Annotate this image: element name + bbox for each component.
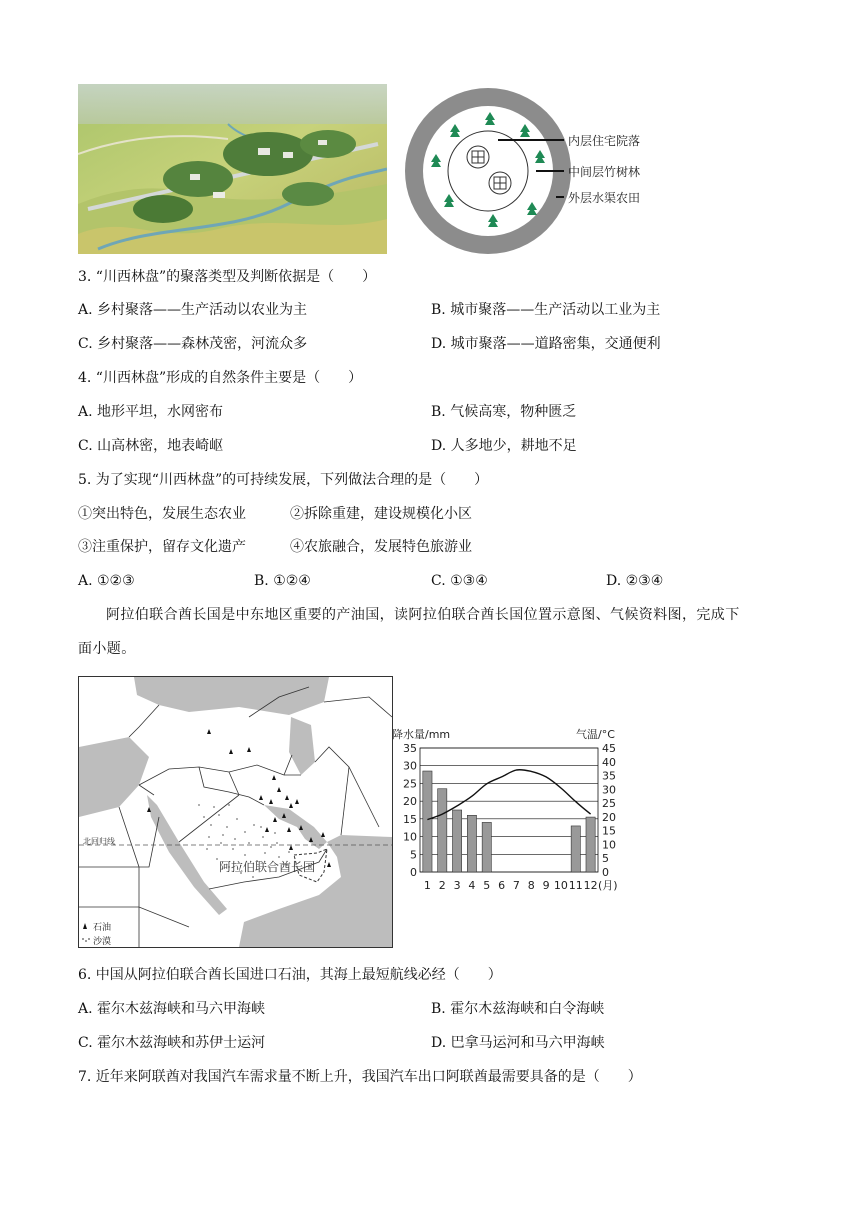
- q5-statement-4: ④农旅融合，发展特色旅游业: [290, 539, 472, 555]
- ring-diagram-art: [404, 84, 704, 259]
- red-sea: [147, 795, 227, 915]
- chart-x-unit: (月): [598, 879, 618, 892]
- precip-bar: [467, 815, 476, 872]
- x-tick-label: 4: [468, 879, 476, 892]
- intro-line-1: 阿拉伯联合酋长国是中东地区重要的产油国，读阿拉伯联合酋长国位置示意图、气候资料图，完成下: [106, 607, 740, 623]
- legend-desert-icon: [82, 938, 90, 942]
- y2-tick-label: 40: [602, 755, 616, 769]
- q3-option-c[interactable]: C. 乡村聚落——森林茂密，河流众多: [78, 336, 308, 352]
- precip-bar: [571, 826, 580, 872]
- y-tick-label: 10: [403, 830, 417, 844]
- climate-chart-svg: [390, 718, 630, 900]
- x-tick-label: 7: [512, 879, 520, 892]
- mediterranean-sea: [79, 737, 149, 817]
- y2-tick-label: 45: [602, 742, 616, 755]
- precip-bar: [452, 810, 461, 872]
- y-tick-label: 25: [403, 777, 417, 791]
- y2-tick-label: 25: [602, 797, 616, 811]
- house-icon: [467, 146, 489, 168]
- y2-tick-label: 10: [602, 838, 616, 852]
- x-tick-label: 9: [542, 879, 550, 892]
- y-tick-label: 30: [403, 759, 417, 773]
- x-tick-label: 8: [527, 879, 535, 892]
- precip-bar: [423, 771, 432, 872]
- label-outer-ring: 外层水渠农田: [568, 191, 641, 205]
- caspian-sea: [289, 717, 315, 775]
- x-tick-label: 3: [453, 879, 461, 892]
- aerial-photo-art: [78, 84, 387, 254]
- chart-y2label: 气温/°C: [576, 728, 615, 741]
- house-icon: [489, 172, 511, 194]
- x-tick-label: 11: [568, 879, 583, 892]
- q4-option-a[interactable]: A. 地形平坦，水网密布: [78, 404, 224, 420]
- y2-tick-label: 5: [602, 852, 609, 866]
- legend-oil-label: 石油: [93, 923, 112, 933]
- uae-label: 阿拉伯联合酋长国: [219, 860, 316, 874]
- arabian-sea: [239, 835, 392, 947]
- y-tick-label: 5: [410, 848, 417, 862]
- q6-option-a[interactable]: A. 霍尔木兹海峡和马六甲海峡: [78, 1001, 266, 1017]
- tropic-label: 北回归线: [83, 837, 115, 846]
- y-tick-label: 15: [403, 812, 417, 826]
- q5-option-d[interactable]: D. ②③④: [606, 573, 664, 589]
- x-tick-label: 5: [483, 879, 491, 892]
- q6-option-c[interactable]: C. 霍尔木兹海峡和苏伊士运河: [78, 1035, 266, 1051]
- map-art: [79, 677, 392, 947]
- legend-oil-icon: [83, 923, 87, 929]
- q5-option-b[interactable]: B. ①②④: [254, 573, 311, 589]
- x-tick-label: 6: [498, 879, 506, 892]
- persian-gulf: [264, 805, 327, 849]
- q6-option-d[interactable]: D. 巴拿马运河和马六甲海峡: [431, 1035, 605, 1051]
- q5-option-c[interactable]: C. ①③④: [431, 573, 488, 589]
- ring-diagram: [404, 84, 704, 259]
- y2-tick-label: 0: [602, 866, 609, 879]
- precip-bar: [438, 789, 447, 872]
- y-tick-label: 0: [410, 866, 417, 879]
- label-inner-ring: 内层住宅院落: [568, 134, 641, 148]
- q3-stem: 3. “川西林盘”的聚落类型及判断依据是（ ）: [78, 269, 377, 285]
- y-tick-label: 35: [403, 742, 417, 755]
- precip-bar: [586, 817, 595, 872]
- uae-location-map: [78, 676, 393, 948]
- inner-ring-houses: [448, 131, 528, 211]
- q5-statement-3: ③注重保护，留存文化遗产: [78, 539, 246, 555]
- q6-option-b[interactable]: B. 霍尔木兹海峡和白令海峡: [431, 1001, 605, 1017]
- q4-option-d[interactable]: D. 人多地少，耕地不足: [431, 438, 577, 454]
- q4-stem: 4. “川西林盘”形成的自然条件主要是（ ）: [78, 370, 363, 386]
- intro-line-2: 面小题。: [78, 641, 136, 657]
- q7-stem: 7. 近年来阿联酋对我国汽车需求量不断上升，我国汽车出口阿联酋最需要具备的是（ ）: [78, 1069, 642, 1085]
- x-tick-label: 1: [423, 879, 431, 892]
- label-middle-ring: 中间层竹树林: [568, 165, 641, 179]
- q5-statement-2: ②拆除重建，建设规模化小区: [290, 506, 472, 522]
- q5-option-a[interactable]: A. ①②③: [78, 573, 135, 589]
- y-tick-label: 20: [403, 795, 417, 809]
- q3-option-a[interactable]: A. 乡村聚落——生产活动以农业为主: [78, 302, 308, 318]
- q5-stem: 5. 为了实现“川西林盘”的可持续发展，下列做法合理的是（ ）: [78, 472, 489, 488]
- y2-tick-label: 15: [602, 824, 616, 838]
- x-tick-label: 2: [438, 879, 446, 892]
- q3-option-b[interactable]: B. 城市聚落——生产活动以工业为主: [431, 302, 661, 318]
- q4-option-c[interactable]: C. 山高林密，地表崎岖: [78, 438, 224, 454]
- legend-desert-label: 沙漠: [93, 937, 112, 947]
- q5-statement-1: ①突出特色，发展生态农业: [78, 506, 246, 522]
- aerial-photo: [78, 84, 387, 254]
- y2-tick-label: 30: [602, 783, 616, 797]
- black-sea: [134, 677, 329, 715]
- q4-option-b[interactable]: B. 气候高寒，物种匮乏: [431, 404, 577, 420]
- temperature-line: [427, 770, 590, 820]
- y2-tick-label: 35: [602, 769, 616, 783]
- chart-ylabel: 降水量/mm: [392, 728, 451, 741]
- y2-tick-label: 20: [602, 810, 616, 824]
- q6-stem: 6. 中国从阿拉伯联合酋长国进口石油，其海上最短航线必经（ ）: [78, 967, 502, 983]
- q3-option-d[interactable]: D. 城市聚落——道路密集，交通便利: [431, 336, 661, 352]
- climate-chart: [390, 718, 630, 900]
- x-tick-label: 10: [553, 879, 568, 892]
- precip-bar: [482, 822, 491, 872]
- x-tick-label: 12: [583, 879, 598, 892]
